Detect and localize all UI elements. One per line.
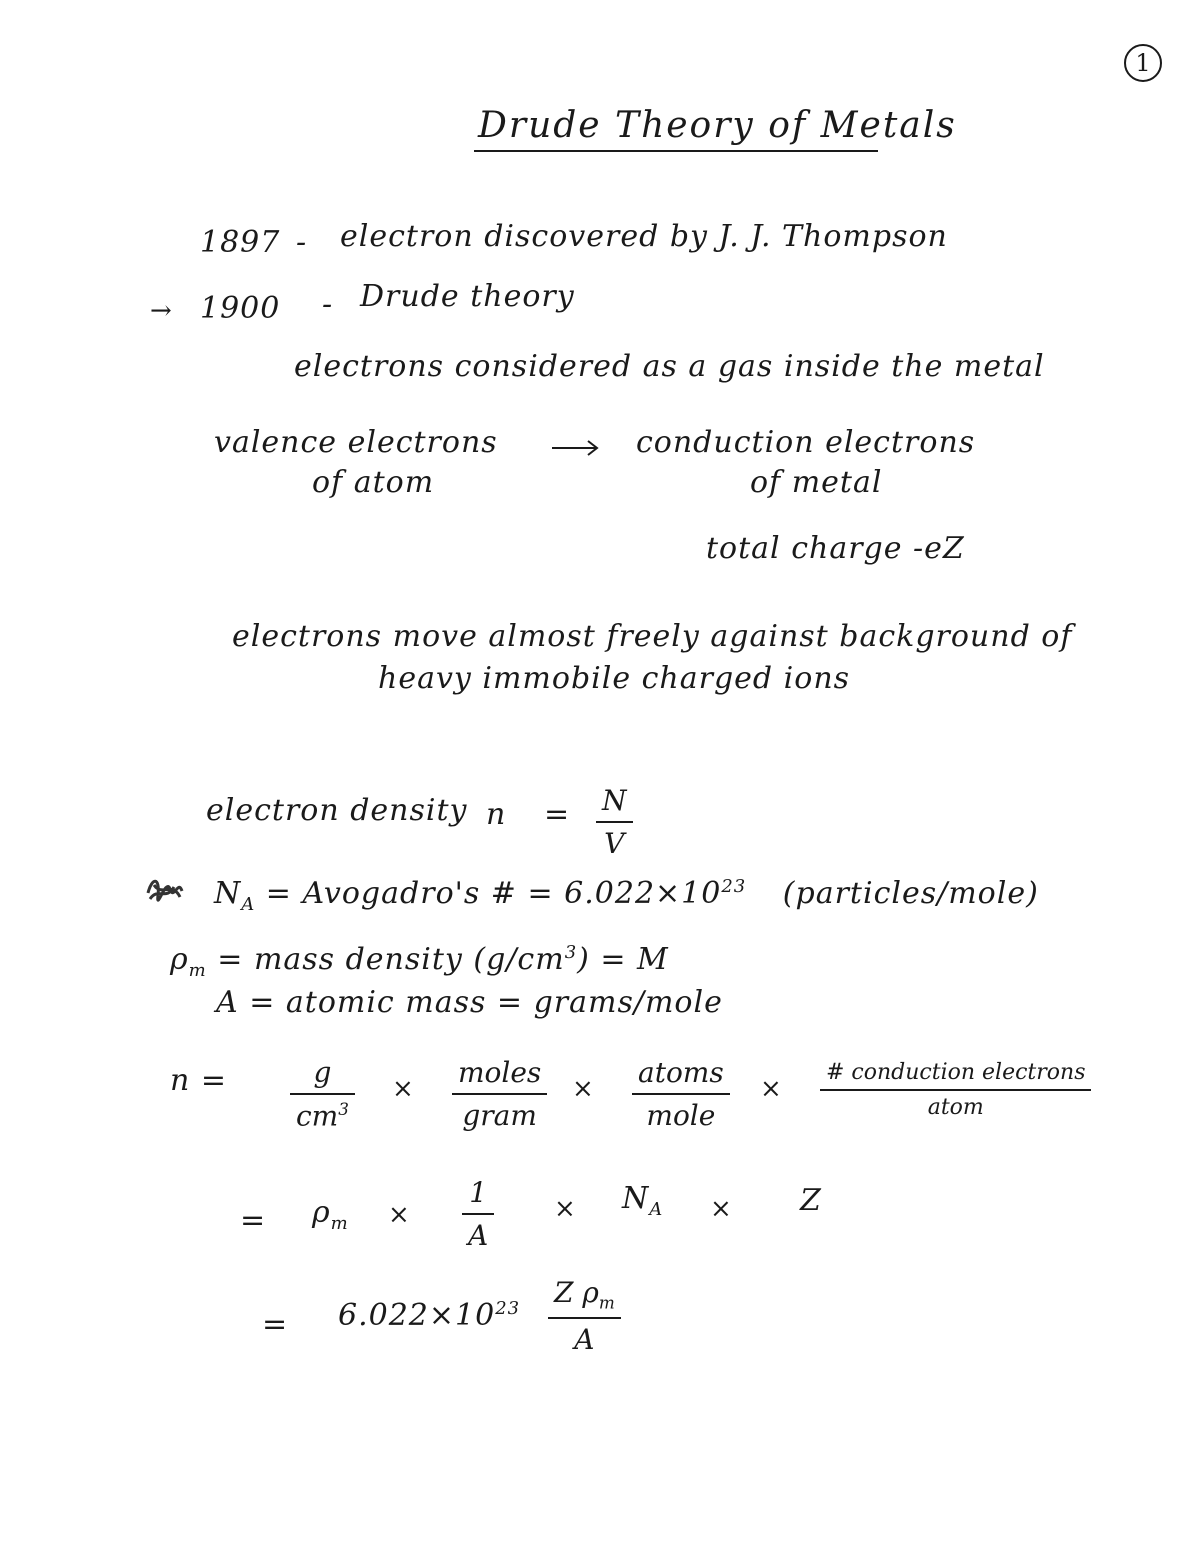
page-title: Drude Theory of Metals: [478, 105, 957, 146]
history-text-1897: electron discovered by J. J. Thompson: [340, 219, 948, 254]
units-f1-numerator: g: [313, 1056, 332, 1089]
one-over-a-denominator: A: [468, 1219, 489, 1252]
symbol-times-3: ×: [710, 1194, 733, 1224]
symbol-eq-na: $N_A$: [622, 1181, 664, 1220]
times-sign-3: ×: [760, 1074, 783, 1104]
mass-density-superscript: 3: [564, 942, 578, 963]
ions-line-1: electrons move almost freely against background of: [232, 619, 1073, 654]
valence-electrons-label: valence electrons: [214, 425, 498, 460]
avogadro-symbol: N: [214, 876, 242, 911]
symbol-times-2: ×: [554, 1194, 577, 1224]
avogadro-line: [214, 878, 1039, 914]
z-rho-denominator: A: [574, 1322, 595, 1356]
mass-density-rho: ρ: [170, 942, 189, 977]
units-f2-numerator: moles: [458, 1056, 542, 1089]
symbol-eq-equals: =: [240, 1203, 267, 1238]
one-over-a-fraction: [462, 1176, 494, 1252]
units-f1-denominator: $cm^3$: [296, 1099, 349, 1133]
of-atom-label: of atom: [312, 465, 435, 500]
units-fraction-g-per-cm3: [290, 1056, 355, 1132]
units-f3-denominator: mole: [646, 1099, 716, 1132]
units-f4-numerator: # conduction electrons: [826, 1060, 1086, 1085]
times-sign-1: ×: [392, 1074, 415, 1104]
history-year-1900: 1900: [200, 291, 281, 326]
avogadro-symbol-subscript: A: [241, 894, 256, 915]
n-over-v-fraction: [596, 784, 633, 860]
density-var-n: n: [486, 797, 507, 832]
units-eq-lhs: n =: [170, 1063, 227, 1098]
fraction-denominator-v: V: [604, 827, 625, 860]
electron-density-label: electron density: [206, 793, 468, 828]
units-fraction-electrons-per-atom: [820, 1060, 1091, 1120]
one-over-a-numerator: 1: [469, 1176, 488, 1209]
history-year-1897: 1897: [200, 225, 281, 260]
avogadro-text: = Avogadro's # = 6.022×10: [265, 876, 722, 911]
density-equals: =: [544, 797, 571, 832]
atomic-mass-line: A = atomic mass = grams/mole: [216, 985, 723, 1020]
units-fraction-moles-per-gram: [452, 1056, 547, 1132]
fraction-numerator-n: N: [602, 784, 627, 817]
avogadro-unit: (particles/mole): [782, 876, 1039, 911]
mass-density-text-end: ) = M: [577, 942, 669, 977]
of-metal-label: of metal: [750, 465, 883, 500]
ions-line-2: heavy immobile charged ions: [378, 661, 851, 696]
z-rho-numerator: Z $\rho_m$: [554, 1276, 615, 1313]
units-f2-denominator: gram: [462, 1099, 537, 1132]
title-underline: [474, 150, 878, 152]
scribble-mark-icon: [144, 873, 186, 905]
history-sep-2: -: [322, 287, 334, 322]
gas-model-line: electrons considered as a gas inside the metal: [294, 349, 1045, 384]
total-charge-label: total charge -eZ: [706, 531, 965, 566]
page-number: 1: [1124, 44, 1162, 82]
z-rho-over-a-fraction: [548, 1276, 621, 1356]
mass-density-text: = mass density (g/cm: [217, 942, 565, 977]
history-text-1900: Drude theory: [360, 279, 575, 314]
times-sign-2: ×: [572, 1074, 595, 1104]
units-f4-denominator: atom: [927, 1095, 984, 1120]
history-sep-1: -: [296, 225, 308, 260]
symbol-eq-z: Z: [800, 1183, 822, 1218]
mass-density-rho-subscript: m: [188, 960, 207, 981]
right-arrow-icon: [550, 436, 602, 458]
final-eq-equals: =: [262, 1307, 289, 1342]
history-arrow-icon: →: [150, 296, 173, 326]
units-fraction-atoms-per-mole: [632, 1056, 730, 1132]
symbol-times-1: ×: [388, 1200, 411, 1230]
avogadro-exponent: 23: [721, 876, 747, 897]
units-f3-numerator: atoms: [638, 1056, 724, 1089]
symbol-eq-rho: $\rho_m$: [312, 1195, 349, 1234]
mass-density-line: [170, 944, 669, 980]
final-eq-coefficient: $6.022\times 10^{23}$: [338, 1298, 521, 1333]
conduction-electrons-label: conduction electrons: [636, 425, 976, 460]
